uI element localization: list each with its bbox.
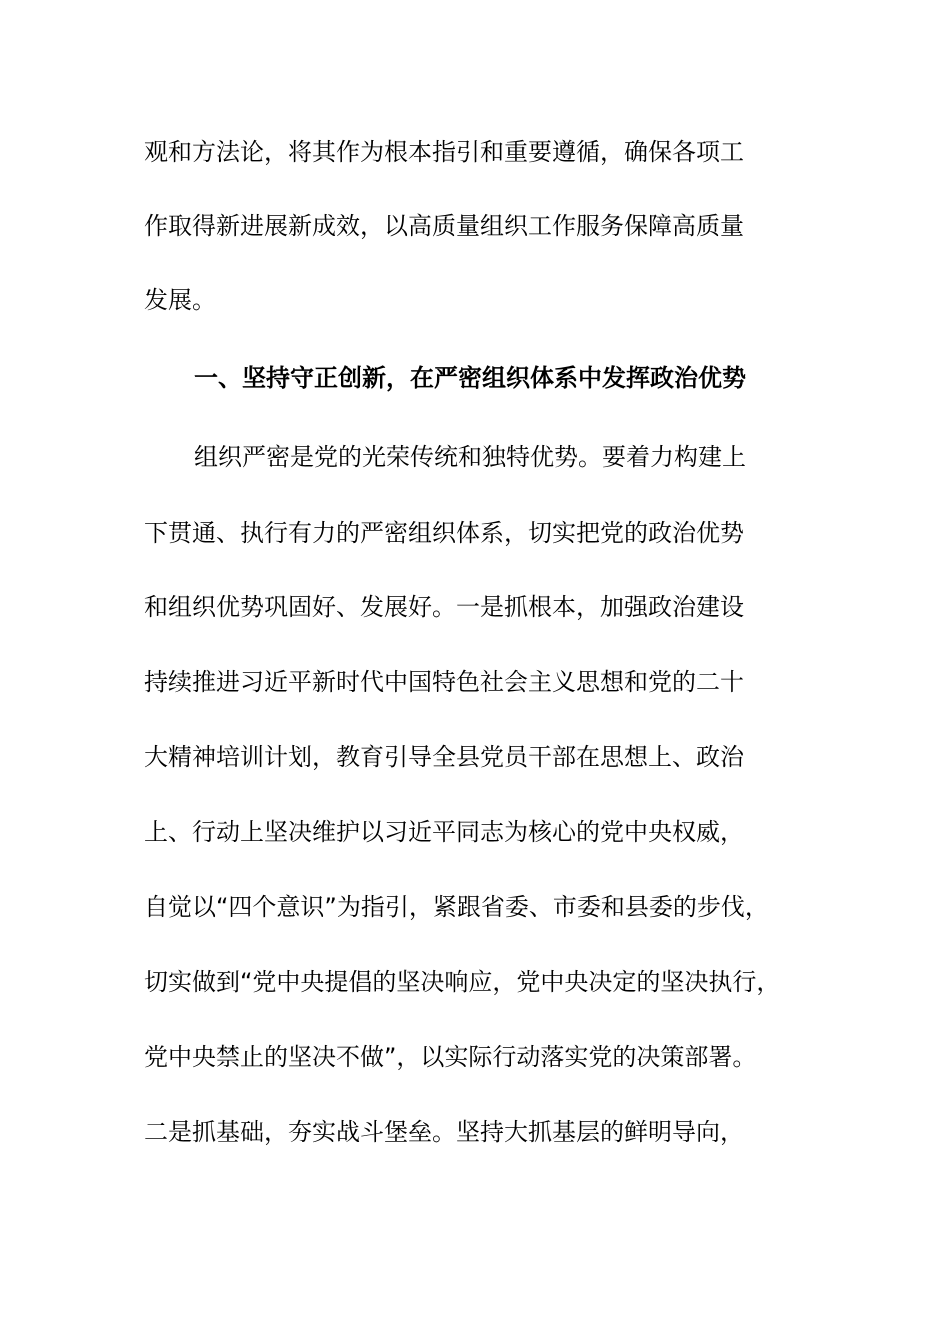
- paragraph-line: 组织严密是党的光荣传统和独特优势。要着力构建上: [194, 443, 746, 471]
- section-heading: 一、坚持守正创新，在严密组织体系中发挥政治优势: [194, 364, 746, 392]
- paragraph-line: 发展。: [144, 286, 216, 314]
- paragraph-line: 切实做到“党中央提倡的坚决响应，党中央决定的坚决执行，: [144, 968, 781, 996]
- paragraph-line: 作取得新进展新成效，以高质量组织工作服务保障高质量: [144, 212, 744, 240]
- paragraph-line: 持续推进习近平新时代中国特色社会主义思想和党的二十: [144, 668, 744, 696]
- paragraph-line: 自觉以“四个意识”为指引，紧跟省委、市委和县委的步伐，: [144, 893, 769, 921]
- paragraph-line: 下贯通、执行有力的严密组织体系，切实把党的政治优势: [144, 519, 744, 547]
- paragraph-line: 上、行动上坚决维护以习近平同志为核心的党中央权威，: [144, 818, 744, 846]
- paragraph-line: 观和方法论，将其作为根本指引和重要遵循，确保各项工: [144, 138, 744, 166]
- paragraph-line: 二是抓基础，夯实战斗堡垒。坚持大抓基层的鲜明导向，: [144, 1118, 744, 1146]
- paragraph-line: 党中央禁止的坚决不做”，以实际行动落实党的决策部署。: [144, 1043, 757, 1071]
- paragraph-line: 大精神培训计划，教育引导全县党员干部在思想上、政治: [144, 743, 744, 771]
- paragraph-line: 和组织优势巩固好、发展好。一是抓根本，加强政治建设: [144, 593, 744, 621]
